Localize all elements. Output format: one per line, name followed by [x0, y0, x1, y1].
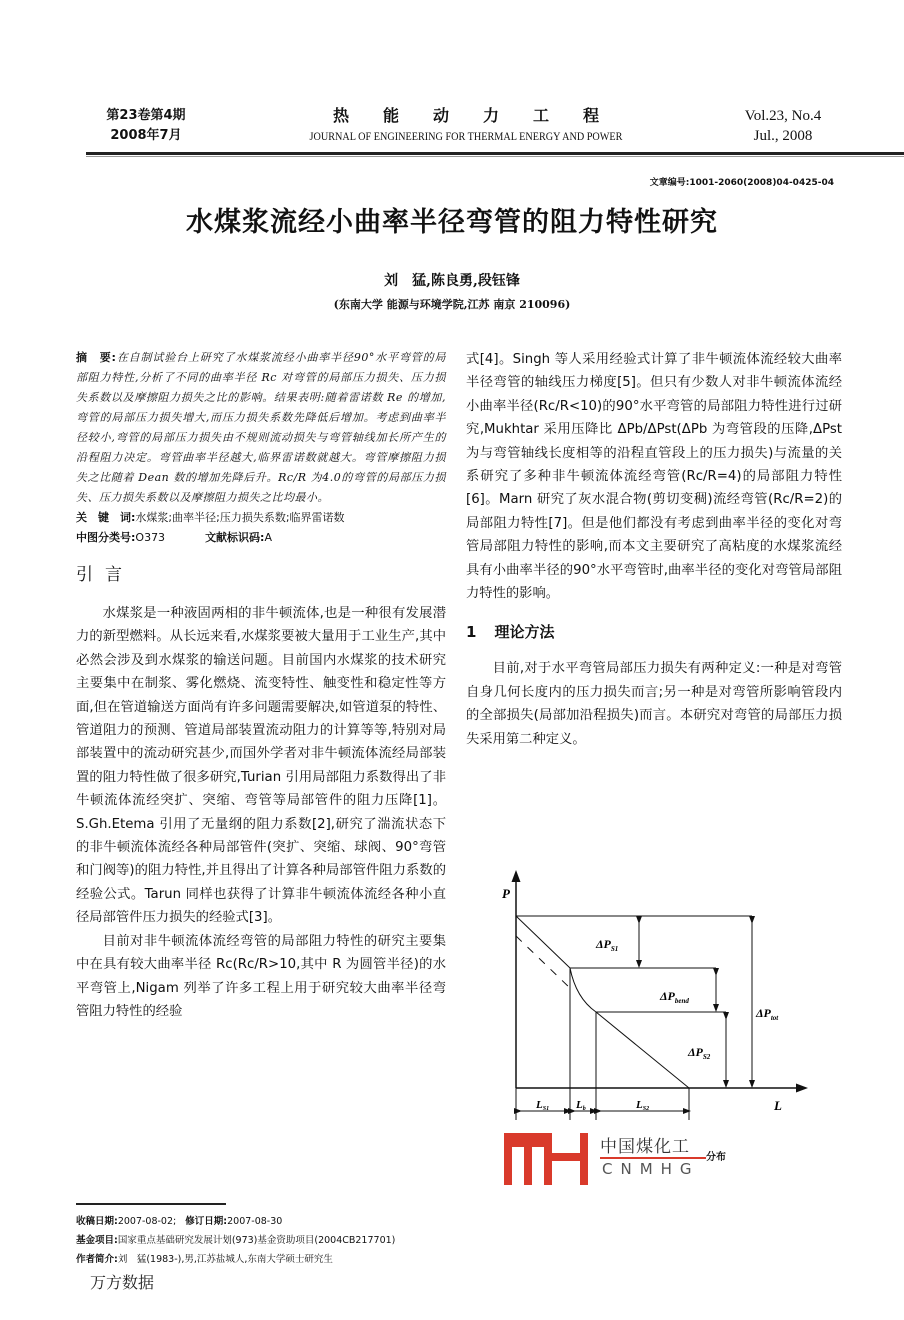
logo-divider [600, 1157, 706, 1159]
svg-text:ΔPtot: $\Delta P_{tot}$ [756, 1006, 779, 1022]
keywords-text: 水煤浆;曲率半径;压力损失系数;临界雷诺数 [135, 511, 345, 524]
section-title: 理论方法 [494, 623, 555, 642]
author-text: 刘 猛(1983-),男,江苏盐城人,东南大学硕士研究生 [117, 1254, 333, 1265]
footnote-dates [76, 1212, 496, 1231]
svg-text:ΔPS2: $\Delta P_{S2}$ [688, 1045, 711, 1061]
svg-text:ΔPbend: $\Delta P_{bend}$ [660, 989, 689, 1005]
clc-label: 中图分类号: [76, 531, 136, 544]
wanfang-watermark: 万方数据 [90, 1273, 155, 1292]
logo-text-distribution: 分布 [706, 1152, 726, 1163]
abstract-label: 摘 要: [76, 351, 117, 364]
received-label: 收稿日期: [76, 1216, 118, 1227]
svg-text:LS1: LS1 [536, 1099, 550, 1112]
abstract [76, 348, 446, 508]
logo-text-cn: 中国煤化工 [600, 1137, 690, 1157]
x-axis-label: L [774, 1098, 782, 1113]
svg-text:LS2: LS2 [636, 1099, 650, 1112]
intro-paragraph-3: 式[4]。Singh 等人采用经验式计算了非牛顿流体流经较大曲率半径弯管的轴线压力梯度[5]。但只有少数人对非牛顿流体流经小曲率半径(Rc/R<10)的90°水平弯管的局部阻力特性进行过研究,Mukhtar 采用压降比 ΔPb/ΔPst(ΔPb 为弯管段的压降,ΔPst为与弯管轴线长度相等的沿程直管段上的压力损失)与流量的关系研究了多种非牛顿流体流经弯管(Rc/R=4)的局部阻力特性[6]。Marn 研究了灰水混合物(剪切变稠)流经弯管(Rc/R=2)的局部阻力特性[7]。但是他们都没有考虑到曲率半径的变化对弯管局部阻力特性的影响,而本文主要研究了高粘度的水煤浆流经具有小曲率半径的90°水平弯管时,曲率半径的变化对弯管局部阻力特性的影响。 [466, 352, 842, 602]
header-rule [86, 152, 904, 155]
received-date: 2007-08-02; [117, 1216, 177, 1227]
right-column [466, 348, 842, 751]
journal-name [236, 106, 696, 146]
footnote-author [76, 1250, 496, 1265]
article-number: 文章编号:1001-2060(2008)04-0425-04 [649, 178, 834, 188]
fund-label: 基金项目: [76, 1235, 118, 1246]
section-number: 1 [466, 623, 477, 642]
paper-title: 水煤浆流经小曲率半径弯管的阻力特性研究 [186, 207, 718, 238]
journal-header [86, 106, 838, 150]
journal-name-en: JOURNAL OF ENGINEERING FOR THERMAL ENERGY AND POWER [309, 129, 623, 143]
volume-issue-cn: 第23卷第4期 [106, 108, 186, 123]
paper-affiliation: (东南大学 能源与环境学院,江苏 南京 210096) [333, 298, 571, 311]
svg-text:ΔPS1: $\Delta P_{S1}$ [596, 937, 619, 953]
paper-authors: 刘 猛,陈良勇,段钰锋 [384, 273, 520, 289]
intro-paragraph-1: 水煤浆是一种液固两相的非牛顿流体,也是一种很有发展潜力的新型燃料。从长远来看,水煤浆要被大量用于工业生产,其中必然会涉及到水煤浆的输送问题。目前国内水煤浆的技术研究主要集中在制浆、雾化燃烧、流变特性、触变性和稳定性等方面,但在管道输送方面尚有许多问题需要解决,如管道泵的特性、管道阻力的预测、管道局部装置流动阻力的计算等等,特别对局部装置中的流动研究甚少,而国外学者对非牛顿流体流经局部装置的阻力特性做了很多研究,Turian 引用局部阻力系数得出了非牛顿流体流经突扩、突缩、弯管等局部管件的阻力压降[1]。S.Gh.Etema 引用了无量纲的阻力系数[2],研究了湍流状态下的非牛顿流体流经各种局部管件(突扩、突缩、球阀、90°弯管和门阀等)的阻力特性,并且得出了计算各种局部管件阻力系数的经验公式。Tarun 同样也获得了计算非牛顿流体流经各种小直径局部管件压力损失的经验式[3]。 [76, 606, 446, 926]
footnotes [76, 1212, 496, 1265]
mh-logo-icon [504, 1133, 594, 1185]
volume-issue-en: Vol.23, No.4 [744, 108, 822, 124]
revised-date: 2007-08-30 [227, 1216, 283, 1227]
volume-info-en [728, 106, 838, 146]
issue-info [86, 106, 206, 146]
section-heading-1 [466, 619, 842, 645]
doc-code-value: A [264, 531, 272, 544]
section-heading-intro: 引言 [76, 565, 134, 585]
clc-value: O373 [135, 531, 166, 544]
cnmhg-watermark-logo [504, 1128, 744, 1188]
classification-line [76, 528, 446, 548]
intro-paragraph-2: 目前对非牛顿流体流经弯管的局部阻力特性的研究主要集中在具有较大曲率半径 Rc(Rc/R>10,其中 R 为圆管半径)的水平弯管上,Nigam 列举了许多工程上用于研究较大曲率半径弯管阻力特性的经验 [76, 933, 446, 1019]
section1-paragraph-1: 目前,对于水平弯管局部压力损失有两种定义:一种是对弯管自身几何长度内的压力损失而言;另一种是对弯管所影响管段内的全部损失(局部加沿程损失)而言。本研究对弯管的局部压力损失采用第二种定义。 [466, 661, 842, 747]
svg-text:Lb: Lb [576, 1099, 586, 1112]
author-label: 作者简介: [76, 1254, 118, 1265]
pressure-loss-diagram [490, 870, 820, 1130]
keywords-label: 关 键 词: [76, 511, 136, 524]
date-en: Jul., 2008 [753, 128, 813, 144]
left-column [76, 348, 446, 1023]
logo-text-en: CNMHG [602, 1160, 700, 1178]
header-rule-thin [86, 156, 904, 157]
footnote-rule [76, 1203, 226, 1205]
y-axis-label: P [502, 886, 510, 901]
journal-name-cn: 热能动力工程 [332, 106, 633, 125]
footnote-fund [76, 1231, 496, 1250]
abstract-text: 在自制试验台上研究了水煤浆流经小曲率半径90°水平弯管的局部阻力特性,分析了不同的曲率半径 Rc 对弯管的局部压力损失、压力损失系数以及摩擦阻力损失之比的影响。结果表明:随着雷诺数 Re 的增加,弯管的局部压力损失增大,而压力损失系数先降低后增加。考虑到曲率半径较小,弯管的局部压力损失由不规则流动损失与弯管轴线加长所产生的沿程阻力决定。弯管曲率半径越大,临界雷诺数就越大。弯管摩擦阻力损失之比随着 Dean 数的增加先降后升。Rc/R 为4.0的弯管的局部压力损失、压力损失系数以及摩擦阻力损失之比均最小。 [76, 351, 446, 504]
fund-text: 国家重点基础研究发展计划(973)基金资助项目(2004CB217701) [117, 1235, 396, 1246]
date-cn: 2008年7月 [110, 128, 182, 143]
pressure-diagram-svg [490, 870, 820, 1130]
doc-code-label: 文献标识码: [205, 531, 265, 544]
keywords [76, 508, 446, 528]
revised-label: 修订日期: [185, 1216, 228, 1227]
